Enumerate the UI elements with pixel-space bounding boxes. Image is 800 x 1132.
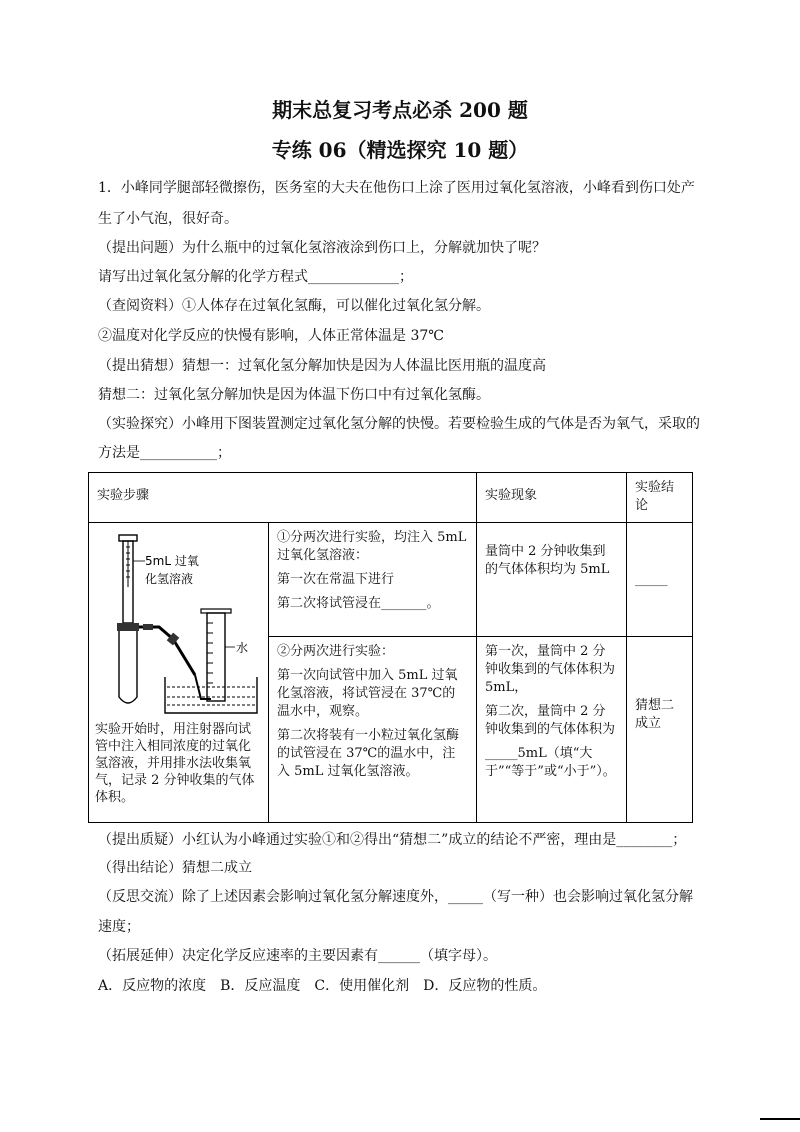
header-steps: 实验步骤 (89, 473, 477, 523)
phenomenon-2-second: 第二次，量筒中 2 分钟收集到的气体体积为 (485, 704, 616, 737)
question-explore-1: （实验探究）小峰用下图装置测定过氧化氢分解的快慢。若要检验生成的气体是否为氧气，采取的 (98, 416, 700, 432)
conclusion-1-cell: _____ (627, 523, 693, 637)
step-1-second: 第二次将试管浸在_______。 (277, 596, 440, 611)
question-intro-line-2: 生了小气泡，很好奇。 (98, 211, 238, 227)
question-reflect-2: 速度； (98, 919, 140, 935)
syringe-plunger-head (119, 535, 137, 541)
question-guess-2: 猜想二：过氧化氢分解加快是因为体温下伤口中有过氧化氢酶。 (98, 387, 490, 403)
header-phenomenon: 实验现象 (477, 473, 627, 523)
page-subtitle: 专练 06（精选探究 10 题） (271, 138, 529, 162)
question-equation: 请写出过氧化氢分解的化学方程式_____________； (98, 269, 413, 285)
apparatus-diagram (95, 527, 271, 717)
table-row (89, 523, 693, 637)
apparatus-label-2: 化氢溶液 (145, 572, 194, 586)
step-2-cell (269, 637, 477, 823)
question-guess-1: （提出猜想）猜想一：过氧化氢分解加快是因为人体温比医用瓶的温度高 (98, 358, 546, 374)
test-tube (119, 631, 137, 703)
question-explore-2: 方法是___________； (98, 445, 231, 461)
page-footer-rule (760, 1118, 800, 1120)
question-reflect-1: （反思交流）除了上述因素会影响过氧化氢分解速度外，_____（写一种）也会影响过氧化氢分解 (98, 889, 693, 905)
apparatus-cell (89, 523, 269, 823)
apparatus-note: 实验开始时，用注射器向试管中注入相同浓度的过氧化氢溶液，并用排水法收集氧气，记录 2 分钟收集的气体体积。 (95, 722, 255, 805)
water-trough (165, 677, 257, 713)
water-label: 水 (236, 641, 249, 655)
experiment-table (88, 472, 693, 823)
conclusion-2-cell: 猜想二成立 (627, 637, 693, 823)
phenomenon-2-blank: _____5mL（填“大于”“等于”或“小于”）。 (485, 746, 616, 779)
question-options: A．反应物的浓度 B．反应温度 C．使用催化剂 D．反应物的性质。 (98, 978, 547, 994)
question-extend: （拓展延伸）决定化学反应速率的主要因素有______（填字母）。 (98, 948, 497, 964)
phenomenon-1-cell: 量筒中 2 分钟收集到的气体体积均为 5mL (477, 523, 627, 637)
step-2-second: 第二次将装有一小粒过氧化氢酶的试管浸在 37℃的温水中，注入 5mL 过氧化氢溶液。 (277, 728, 460, 779)
question-intro-line-1: 1．小峰同学腿部轻微擦伤，医务室的大夫在他伤口上涂了医用过氧化氢溶液，小峰看到伤口处产 (98, 180, 695, 196)
measuring-cylinder (207, 613, 225, 701)
question-info-2: ②温度对化学反应的快慢有影响，人体正常体温是 37℃ (98, 328, 444, 344)
header-conclusion: 实验结论 (627, 473, 693, 523)
apparatus-label-1: 5mL 过氧 (145, 554, 199, 568)
step-1-first: 第一次在常温下进行 (277, 572, 395, 587)
phenomenon-2-cell (477, 637, 627, 823)
delivery-tube (139, 627, 195, 675)
step-1-cell (269, 523, 477, 637)
question-ask: （提出问题）为什么瓶中的过氧化氢溶液涂到伤口上，分解就加快了呢？ (98, 240, 546, 256)
page-title: 期末总复习考点必杀 200 题 (272, 98, 528, 122)
step-2-intro: ②分两次进行实验： (277, 644, 395, 659)
step-2-first: 第一次向试管中加入 5mL 过氧化氢溶液，将试管浸在 37℃的温水中，观察。 (277, 668, 458, 719)
stopper (117, 623, 139, 631)
question-info-1: （查阅资料）①人体存在过氧化氢酶，可以催化过氧化氢分解。 (98, 298, 490, 314)
question-doubt: （提出质疑）小红认为小峰通过实验①和②得出“猜想二”成立的结论不严密，理由是________； (98, 832, 687, 848)
question-conclusion: （得出结论）猜想二成立 (98, 860, 252, 876)
table-header-row (89, 473, 693, 523)
step-1-intro: ①分两次进行实验，均注入 5mL 过氧化氢溶液： (277, 530, 467, 563)
phenomenon-2-first: 第一次，量筒中 2 分钟收集到的气体体积为 5mL， (485, 644, 616, 695)
